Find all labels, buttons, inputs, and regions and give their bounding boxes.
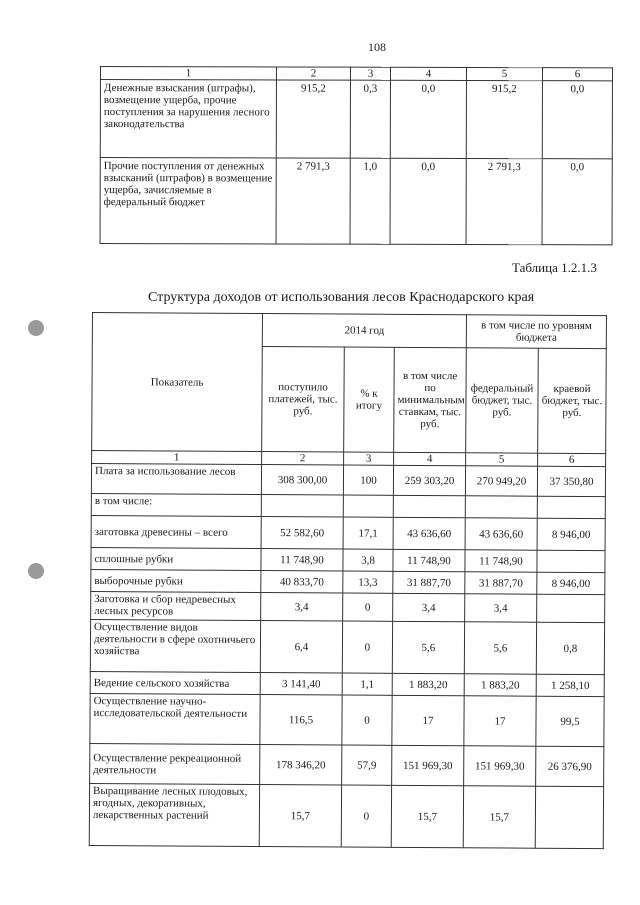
cell-value: 0,0 [542,159,612,245]
cell-value: 259 303,20 [393,465,465,495]
header-received: поступило платежей, тыс. руб. [262,347,345,452]
cell-value: 915,2 [276,80,350,158]
cell-value: 11 748,90 [393,549,465,571]
table-caption: Таблица 1.2.1.3 [512,260,597,275]
cell-value: 43 636,60 [393,517,465,549]
row-label: заготовка древесины – всего [91,515,261,548]
cell-value [261,495,343,518]
cell-value: 15,7 [259,785,341,847]
row-label: Денежные взыскания (штрафы), возмещение ущерба, прочие поступления за нарушения лесного законодательства [100,80,276,158]
cell-value: 17,1 [343,517,393,549]
cell-value: 116,5 [260,695,342,745]
cell-value: 15,7 [463,786,535,848]
row-label: Плата за использование лесов [91,464,261,495]
cell-value: 99,5 [536,696,604,746]
cell-value: 13,3 [343,571,393,593]
cell-value: 3,4 [261,593,343,622]
cell-value: 0 [342,695,392,745]
row-label: Осуществление рекреационной деятельности [90,743,260,784]
row-label: Заготовка и сбор недревесных лесных ресурсов [91,591,261,620]
cell-value: 1,1 [342,673,392,695]
cell-value: 31 887,70 [393,571,465,593]
col-number: 6 [542,68,612,81]
cell-value: 0,0 [542,81,612,159]
col-number: 2 [276,67,350,80]
row-label: Выращивание лесных плодовых, ягодных, декоративных, лекарственных растений [89,783,259,846]
cell-value: 1 883,20 [392,673,464,695]
cell-value: 57,9 [342,745,392,785]
cell-value: 3 141,40 [260,673,342,696]
cell-value [343,495,393,517]
cell-value: 270 949,20 [465,466,537,496]
cell-value: 178 346,20 [260,745,342,786]
cell-value: 1 883,20 [464,674,536,696]
cell-value: 11 748,90 [465,550,537,572]
header-percent: % к итогу [344,347,395,452]
cell-value: 8 946,00 [537,572,605,594]
cell-value: 5,6 [464,622,536,674]
cell-value: 8 946,00 [537,518,605,550]
cell-value: 15,7 [391,785,463,847]
col-number: 5 [466,67,542,80]
cell-value: 151 969,30 [464,746,536,786]
cell-value: 0 [342,621,392,673]
income-structure-table [89,312,607,849]
col-number: 4 [394,452,466,465]
cell-value: 43 636,60 [465,518,537,550]
cell-value: 37 350,80 [537,466,605,496]
row-label: Ведение сельского хозяйства [90,671,260,694]
cell-value: 17 [464,696,536,746]
cell-value [535,786,603,848]
col-number: 2 [262,452,344,466]
cell-value: 100 [343,465,393,495]
cell-value: 52 582,60 [261,517,343,550]
cell-value [537,550,605,572]
row-label: Осуществление видов деятельности в сфере охотничьего хозяйства [90,619,260,672]
cell-value: 2 791,3 [276,158,350,244]
cell-value: 308 300,00 [261,465,343,496]
cell-value: 0,8 [536,622,604,674]
row-label: в том числе: [91,493,261,516]
cell-value: 26 376,90 [536,746,604,786]
col-number: 6 [538,453,606,466]
punch-hole [28,320,44,336]
col-number: 4 [390,67,466,80]
cell-value: 3,8 [343,549,393,571]
row-label: Прочие поступления от денежных взысканий (штрафов) в возмещение ущерба, зачисляемые в федеральный бюджет [100,158,276,244]
cell-value: 1,0 [350,158,390,244]
row-label: Осуществление научно-исследовательской деятельности [90,693,260,744]
continued-table [100,66,613,245]
page-number: 108 [368,40,386,54]
col-number: 5 [466,453,538,466]
col-number: 1 [100,67,276,80]
cell-value: 1 258,10 [536,674,604,696]
cell-value: 2 791,3 [466,158,542,244]
cell-value: 31 887,70 [465,572,537,594]
cell-value: 151 969,30 [392,745,464,785]
cell-value: 3,4 [393,593,465,621]
header-indicator: Показатель [92,313,263,452]
row-label: выборочные рубки [91,569,261,592]
col-number: 3 [344,452,394,465]
cell-value: 3,4 [465,594,537,622]
cell-value: 0 [343,593,393,621]
cell-value [537,594,605,622]
cell-value: 915,2 [466,80,542,158]
header-regional: краевой бюджет, тыс. руб. [538,348,607,453]
header-year-group: 2014 год [262,314,466,348]
cell-value [465,496,537,518]
cell-value: 0,0 [390,158,466,244]
cell-value: 0,0 [390,80,466,158]
cell-value [537,496,605,518]
cell-value [393,495,465,517]
header-federal: федеральный бюджет, тыс. руб. [466,348,539,453]
cell-value: 40 833,70 [261,571,343,594]
cell-value: 5,6 [392,621,464,673]
punch-hole [28,563,44,579]
row-label: сплошные рубки [91,547,261,570]
cell-value: 0 [341,785,391,847]
col-number: 1 [92,451,262,465]
cell-value: 17 [392,695,464,745]
cell-value: 6,4 [260,621,342,673]
header-min-rates: в том числе по минимальным ставкам, тыс. руб. [394,347,467,452]
cell-value: 0,3 [350,80,390,158]
header-budget-group: в том числе по уровням бюджета [466,315,606,349]
cell-value: 11 748,90 [261,549,343,572]
col-number: 3 [350,67,390,80]
table-title: Структура доходов от использования лесов Краснодарского края [148,290,535,305]
